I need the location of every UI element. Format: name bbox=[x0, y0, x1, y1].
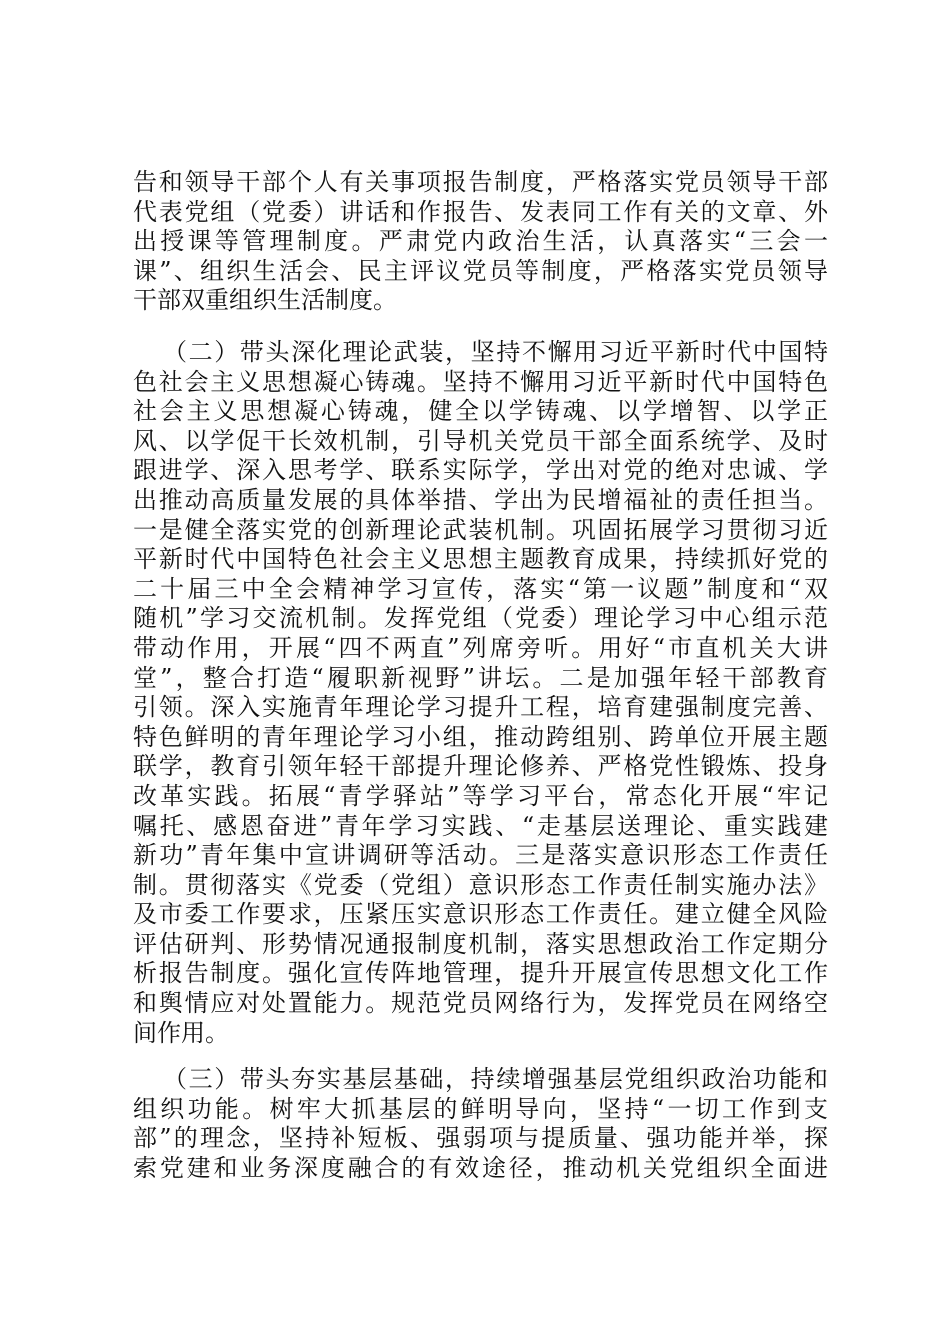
paragraph-2-line: 评估研判、形势情况通报制度机制，落实思想政治工作定期分 bbox=[133, 929, 828, 958]
paragraph-2-line: 特色鲜明的青年理论学习小组，推动跨组别、跨单位开展主题 bbox=[133, 722, 828, 751]
paragraph-2-line: 联学，教育引领年轻干部提升理论修养、严格党性锻炼、投身 bbox=[133, 752, 828, 781]
paragraph-2-line: （二）带头深化理论武装，坚持不懈用习近平新时代中国特 bbox=[163, 338, 828, 366]
paragraph-2-line: 跟进学、深入思考学、联系实际学，学出对党的绝对忠诚、学 bbox=[133, 456, 828, 485]
paragraph-1 bbox=[133, 168, 828, 316]
paragraph-2-line: 二十届三中全会精神学习宣传，落实“第一议题”制度和“双 bbox=[133, 574, 828, 603]
paragraph-2-line: 社会主义思想凝心铸魂，健全以学铸魂、以学增智、以学正 bbox=[133, 397, 828, 426]
paragraph-3 bbox=[133, 1065, 828, 1183]
paragraph-1-line: 干部双重组织生活制度。 bbox=[133, 286, 397, 315]
paragraph-1-line: 告和领导干部个人有关事项报告制度，严格落实党员领导干部 bbox=[133, 168, 828, 196]
paragraph-2-line: 色社会主义思想凝心铸魂。坚持不懈用习近平新时代中国特色 bbox=[133, 367, 828, 396]
paragraph-3-line: 索党建和业务深度融合的有效途径，推动机关党组织全面进 bbox=[133, 1153, 828, 1182]
paragraph-2-line: 随机”学习交流机制。发挥党组（党委）理论学习中心组示范 bbox=[133, 604, 828, 633]
paragraph-2-line: 平新时代中国特色社会主义思想主题教育成果，持续抓好党的 bbox=[133, 545, 828, 574]
paragraph-3-line: 部”的理念，坚持补短板、强弱项与提质量、强功能并举，探 bbox=[133, 1124, 828, 1153]
paragraph-2-line: 及市委工作要求，压紧压实意识形态工作责任。建立健全风险 bbox=[133, 900, 828, 929]
paragraph-2-line: 新功”青年集中宣讲调研等活动。三是落实意识形态工作责任 bbox=[133, 841, 828, 870]
paragraph-2-line: 和舆情应对处置能力。规范党员网络行为，发挥党员在网络空 bbox=[133, 989, 828, 1018]
paragraph-2-line: 析报告制度。强化宣传阵地管理，提升开展宣传思想文化工作 bbox=[133, 959, 828, 988]
paragraph-3-line: 组织功能。树牢大抓基层的鲜明导向，坚持“一切工作到支 bbox=[133, 1094, 828, 1123]
paragraph-2-line: 间作用。 bbox=[133, 1018, 229, 1047]
paragraph-2 bbox=[133, 338, 828, 1048]
paragraph-2-line: 风、以学促干长效机制，引导机关党员干部全面系统学、及时 bbox=[133, 426, 828, 455]
paragraph-1-line: 课”、组织生活会、民主评议党员等制度，严格落实党员领导 bbox=[133, 256, 828, 285]
paragraph-2-line: 改革实践。拓展“青学驿站”等学习平台，常态化开展“牢记 bbox=[133, 781, 828, 810]
paragraph-2-line: 一是健全落实党的创新理论武装机制。巩固拓展学习贯彻习近 bbox=[133, 515, 828, 544]
paragraph-2-line: 堂”，整合打造“履职新视野”讲坛。二是加强年轻干部教育 bbox=[133, 663, 828, 692]
paragraph-3-line: （三）带头夯实基层基础，持续增强基层党组织政治功能和 bbox=[163, 1065, 828, 1093]
paragraph-2-line: 出推动高质量发展的具体举措、学出为民增福祉的责任担当。 bbox=[133, 485, 828, 514]
paragraph-1-line: 代表党组（党委）讲话和作报告、发表同工作有关的文章、外 bbox=[133, 197, 828, 226]
paragraph-1-line: 出授课等管理制度。严肃党内政治生活，认真落实“三会一 bbox=[133, 227, 828, 256]
paragraph-2-line: 制。贯彻落实《党委（党组）意识形态工作责任制实施办法》 bbox=[133, 870, 828, 899]
paragraph-2-line: 引领。深入实施青年理论学习提升工程，培育建强制度完善、 bbox=[133, 693, 828, 722]
paragraph-2-line: 嘱托、感恩奋进”青年学习实践、“走基层送理论、重实践建 bbox=[133, 811, 828, 840]
paragraph-2-line: 带动作用，开展“四不两直”列席旁听。用好“市直机关大讲 bbox=[133, 633, 828, 662]
